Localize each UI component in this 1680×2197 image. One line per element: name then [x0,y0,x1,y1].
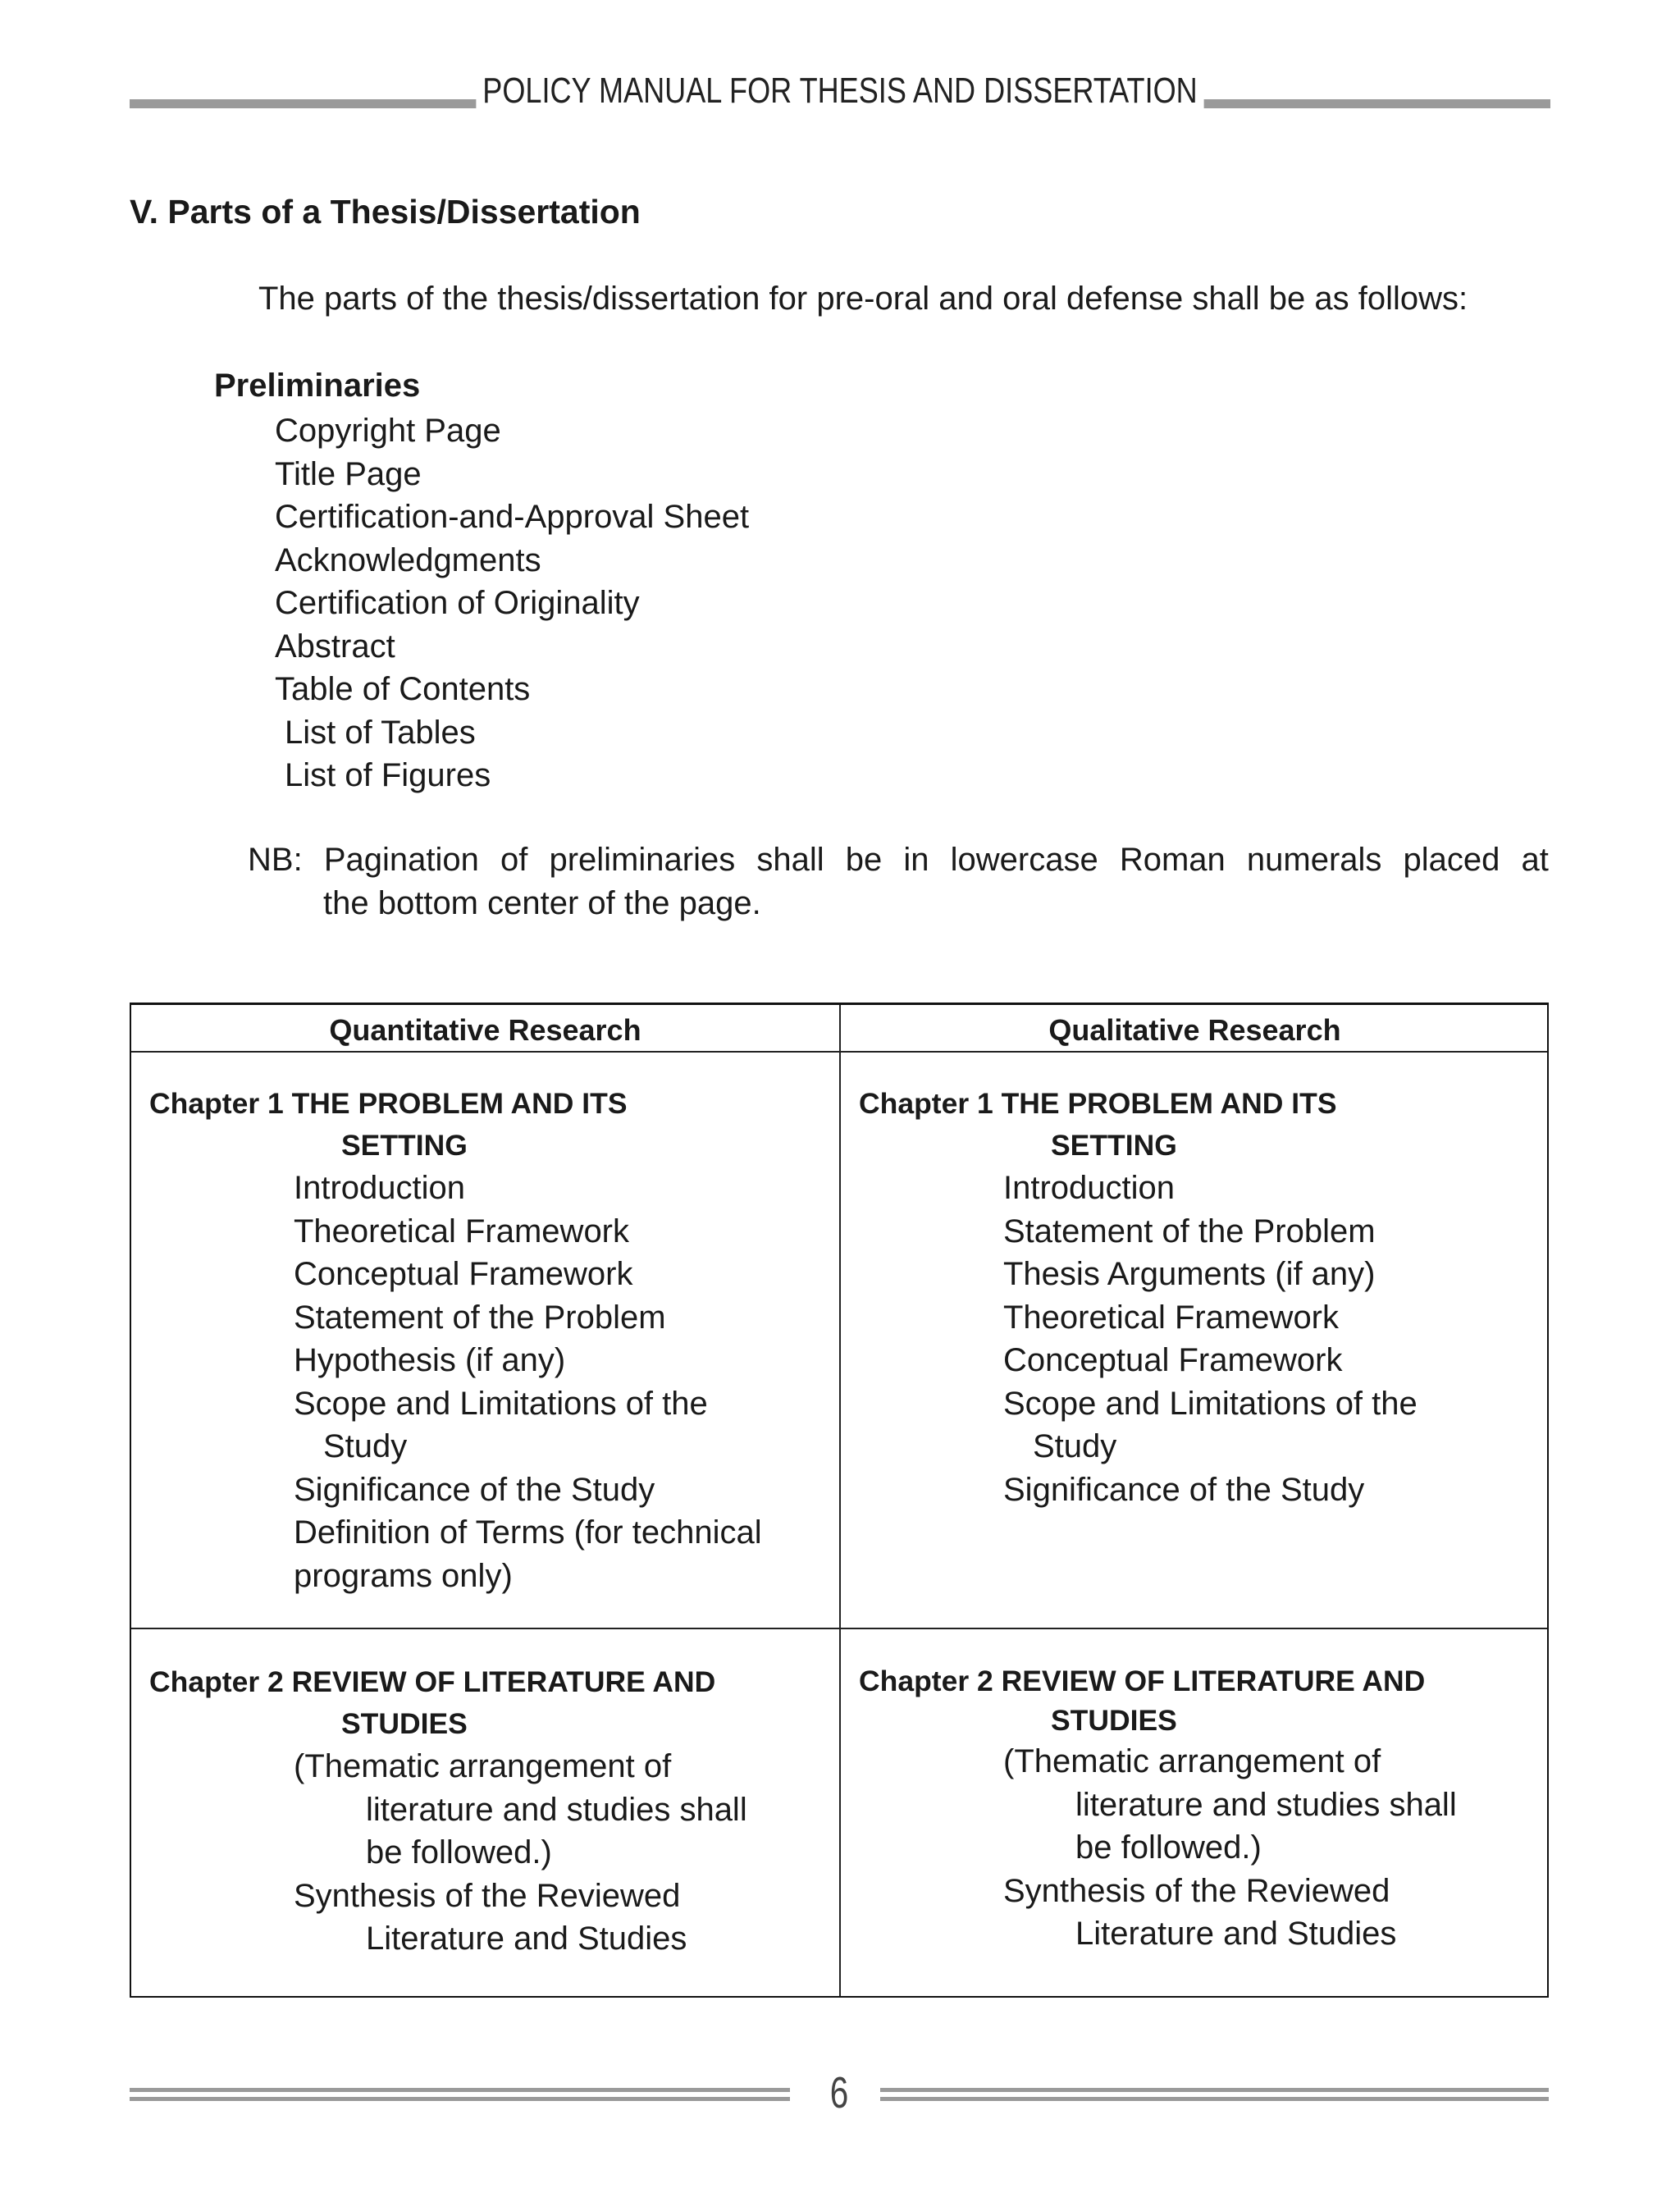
list-item: Theoretical Framework [1003,1299,1340,1336]
note-word: in [903,842,929,878]
item-continuation: Literature and Studies [1075,1916,1397,1952]
list-item [294,1511,762,1597]
item-line: Scope and Limitations of the [1003,1385,1418,1422]
pagination-note [248,838,1549,925]
quantitative-chapter1-cell [149,1083,762,1597]
list-item: Statement of the Problem [294,1299,666,1336]
header-title [151,71,1528,112]
chapter-title-line2: STUDIES [1051,1704,1177,1737]
chapter-title-line1: Chapter 1 THE PROBLEM AND ITS [149,1087,628,1120]
item-line: Synthesis of the Reviewed [1003,1872,1390,1909]
list-item: Copyright Page [275,413,501,449]
list-item: Theoretical Framework [294,1213,630,1249]
list-item [1003,1382,1418,1468]
note-word: be [845,842,883,878]
chapter-title-line2: SETTING [1051,1129,1177,1162]
list-item [294,1382,762,1468]
thesis-parts-table [130,1003,1549,1998]
item-continuation: literature and studies shall [1075,1786,1457,1823]
note-word: at [1521,842,1549,878]
item-line: (Thematic arrangement of [1003,1743,1381,1779]
list-item: Conceptual Framework [1003,1342,1343,1378]
qualitative-chapter1-cell [859,1083,1418,1511]
list-item: Thesis Arguments (if any) [1003,1256,1376,1292]
chapter-title [859,1083,1418,1167]
list-item: Conceptual Framework [294,1256,633,1292]
column-header-quantitative: Quantitative Research [329,1013,641,1047]
item-continuation: programs only) [294,1557,513,1594]
chapter-items [859,1740,1457,1956]
list-item: Introduction [294,1170,466,1206]
quantitative-chapter2-cell [149,1661,747,1961]
list-item: Hypothesis (if any) [294,1342,566,1378]
qualitative-chapter2-cell [859,1661,1457,1956]
list-item: List of Tables [285,714,476,751]
item-continuation: literature and studies shall [366,1791,747,1828]
item-continuation: Study [323,1428,408,1464]
note-word: placed [1403,842,1500,878]
note-word: Roman [1119,842,1226,878]
preliminaries-heading: Preliminaries [214,368,421,404]
section-heading: V. Parts of a Thesis/Dissertation [130,193,641,231]
table-header-divider [131,1051,1547,1053]
list-item: Certification-and-Approval Sheet [275,499,750,535]
page-number: 6 [829,2068,849,2117]
chapter-title-line1: Chapter 1 THE PROBLEM AND ITS [859,1087,1337,1120]
list-item [1003,1740,1457,1870]
list-item [294,1745,747,1875]
list-item: Acknowledgments [275,541,541,578]
chapter-title-line1: Chapter 2 REVIEW OF LITERATURE AND [859,1665,1426,1697]
preliminaries-list [275,409,749,797]
chapter-title [149,1661,747,1745]
chapter-title-line2: SETTING [341,1129,468,1162]
note-word: preliminaries [549,842,736,878]
list-item [294,1875,747,1961]
list-item: Statement of the Problem [1003,1213,1376,1249]
chapter-title-line2: STUDIES [341,1707,468,1740]
list-item: Table of Contents [275,671,531,707]
note-word: numerals [1246,842,1382,878]
item-line: Scope and Limitations of the [294,1385,708,1422]
chapter-title-line1: Chapter 2 REVIEW OF LITERATURE AND [149,1665,716,1698]
column-header-qualitative: Qualitative Research [1048,1013,1341,1047]
table-row-divider [131,1628,1547,1629]
note-word: lowercase [950,842,1098,878]
item-line: (Thematic arrangement of [294,1748,672,1784]
list-item: Introduction [1003,1170,1176,1206]
list-item: Certification of Originality [275,585,640,621]
list-item: Significance of the Study [294,1471,655,1508]
item-continuation: Study [1033,1428,1117,1464]
chapter-title [859,1661,1457,1740]
table-column-divider [839,1005,841,1996]
note-line-1 [248,838,1549,882]
list-item: Abstract [275,628,395,665]
item-continuation: be followed.) [1075,1829,1262,1866]
note-line-2: the bottom center of the page. [323,885,761,921]
list-item: Significance of the Study [1003,1471,1365,1508]
header-title-text: POLICY MANUAL FOR THESIS AND DISSERTATION [476,71,1204,111]
note-word: Pagination [323,842,479,878]
chapter-title [149,1083,762,1167]
chapter-items [149,1745,747,1961]
note-word: shall [756,842,824,878]
note-word: of [500,842,528,878]
note-word: NB: [248,842,303,878]
item-line: Definition of Terms (for technical [294,1514,762,1551]
item-continuation: Literature and Studies [366,1921,687,1957]
chapter-items [149,1167,762,1597]
list-item: List of Figures [285,757,491,793]
item-line: Synthesis of the Reviewed [294,1877,681,1914]
item-continuation: be followed.) [366,1834,552,1870]
chapter-items [859,1167,1418,1511]
list-item: Title Page [275,455,422,492]
section-intro: The parts of the thesis/dissertation for pre-oral and oral defense shall be as follows: [258,281,1468,317]
list-item [1003,1870,1457,1956]
